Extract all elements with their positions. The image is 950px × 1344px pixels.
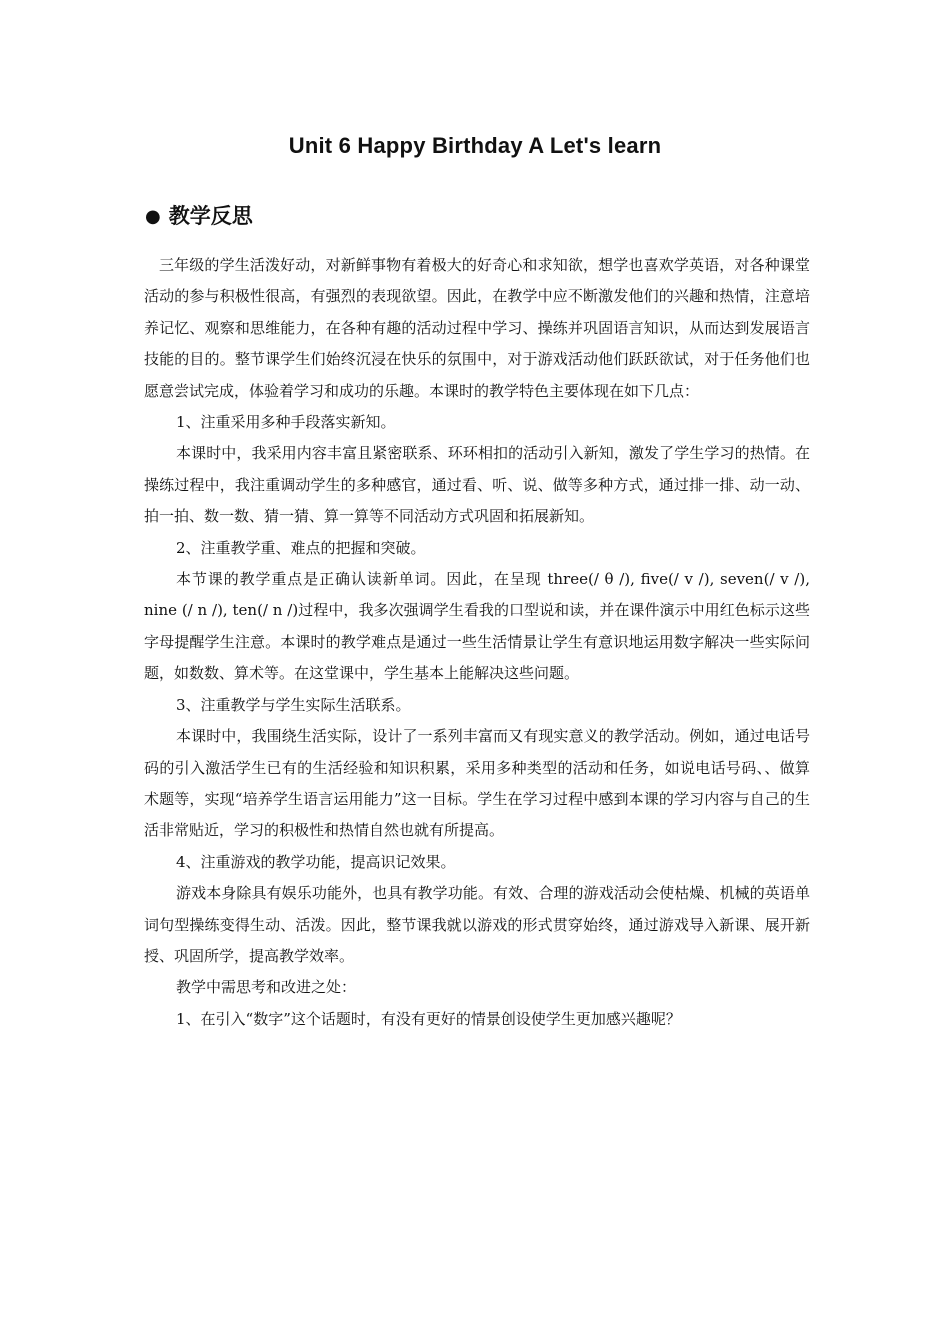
point-heading-1: 1、注重采用多种手段落实新知。 — [176, 413, 396, 432]
point-heading-3: 3、注重教学与学生实际生活联系。 — [176, 695, 411, 714]
section-heading-text: 教学反思 — [168, 204, 253, 228]
paragraph-point-4: 游戏本身除具有娱乐功能外，也具有教学功能。有效、合理的游戏活动会使枯燥、机械的英语单词句型操练变得生动、活泼。因此，整节课我就以游戏的形式贯穿始终，通过游戏导入新课、展开新授、巩固所学，提高教学效率。 — [144, 884, 810, 965]
improvement-heading: 教学中需思考和改进之处： — [176, 978, 357, 997]
document-body — [144, 250, 810, 1035]
paragraph-point-3: 本课时中，我围绕生活实际，设计了一系列丰富而又有现实意义的教学活动。例如，通过电话号码的引入激活学生已有的生活经验和知识积累，采用多种类型的活动和任务，如说电话号码、、做算术题等，实现“培养学生语言运用能力”这一目标。学生在学习过程中感到本课的学习内容与自己的生活非常贴近，学习的积极性和热情自然也就有所提高。 — [144, 727, 810, 840]
paragraph-intro: 三年级的学生活泼好动，对新鲜事物有着极大的好奇心和求知欲，想学也喜欢学英语，对各种课堂活动的参与积极性很高，有强烈的表现欲望。因此，在教学中应不断激发他们的兴趣和热情，注意培养记忆、观察和思维能力，在各种有趣的活动过程中学习、操练并巩固语言知识，从而达到发展语言技能的目的。整节课学生们始终沉浸在快乐的氛围中，对于游戏活动他们跃跃欲试，对于任务他们也愿意尝试完成，体验着学习和成功的乐趣。本课时的教学特色主要体现在如下几点： — [144, 256, 810, 400]
document-title: Unit 6 Happy Birthday A Let's learn — [288, 133, 662, 158]
point-heading-2: 2、注重教学重、难点的把握和突破。 — [176, 538, 426, 557]
improvement-item-1: 1、在引入“数字”这个话题时，有没有更好的情景创设使学生更加感兴趣呢？ — [176, 1009, 681, 1028]
paragraph-point-2: 本节课的教学重点是正确认读新单词。因此，在呈现 three(/ θ /), five(/ v /), seven(/ v /), nine (/ n /), ten(/ n /)过程中，我多次强调学生看我的口型说和读，并在课件演示中用红色标示这些字母提醒学生注意。本课时的教学难点是通过一些生活情景让学生有意识地运用数字解决一些实际问题，如数数、算术等。在这堂课中，学生基本上能解决这些问题。 — [144, 570, 810, 683]
section-heading — [145, 200, 253, 230]
point-heading-4: 4、注重游戏的教学功能，提高识记效果。 — [176, 852, 456, 871]
bullet-icon: ● — [145, 206, 161, 227]
paragraph-point-1: 本课时中，我采用内容丰富且紧密联系、环环相扣的活动引入新知，激发了学生学习的热情。在操练过程中，我注重调动学生的多种感官，通过看、听、说、做等多种方式，通过排一排、动一动、拍一拍、数一数、猜一猜、算一算等不同活动方式巩固和拓展新知。 — [144, 444, 810, 526]
